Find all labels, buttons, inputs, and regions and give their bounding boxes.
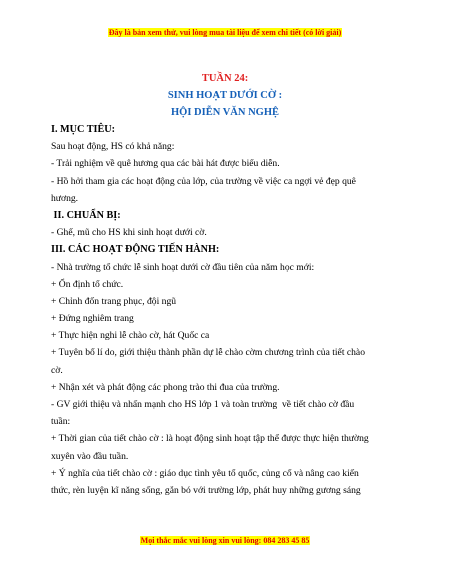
- body-line: + Thực hiện nghi lễ chào cờ, hát Quốc ca: [51, 330, 210, 342]
- topic-title: HỘI DIỄN VĂN NGHỆ: [170, 107, 280, 118]
- section-heading-objectives: I. MỤC TIÊU:: [51, 124, 116, 135]
- body-line: - Ghế, mũ cho HS khi sinh hoạt dưới cờ.: [51, 227, 207, 239]
- document-body: [51, 121, 396, 499]
- body-line: Sau hoạt động, HS có khả năng:: [51, 141, 175, 153]
- body-line: + Thời gian của tiết chào cờ : là hoạt động sinh hoạt tập thể được thực hiện thường: [51, 433, 369, 445]
- body-line: + Ý nghĩa của tiết chào cờ : giáo dục tình yêu tổ quốc, củng cố và nâng cao kiến: [51, 467, 359, 479]
- preview-banner: [0, 28, 450, 37]
- body-line: + Ổn định tổ chức.: [51, 278, 124, 290]
- body-line: + Nhận xét và phát động các phong trào thi đua của trường.: [51, 381, 280, 393]
- section-heading-preparation: II. CHUẨN BỊ:: [51, 209, 121, 221]
- title-block: [0, 70, 450, 121]
- body-line: - GV giới thiệu và nhấn mạnh cho HS lớp 1 và toàn trường về tiết chào cờ đầu: [51, 399, 355, 410]
- activity-title: SINH HOẠT DƯỚI CỜ :: [167, 90, 283, 101]
- body-line: - Hồ hởi tham gia các hoạt động của lớp, của trường về việc ca ngợi vẻ đẹp quê: [51, 175, 356, 187]
- body-line: + Chỉnh đốn trang phục, đội ngũ: [51, 295, 177, 307]
- body-line: - Trải nghiệm về quê hương qua các bài hát được biểu diễn.: [51, 158, 280, 170]
- week-title: TUẦN 24:: [201, 73, 249, 84]
- body-line: thức, rèn luyện kĩ năng sống, gắn bó với trường lớp, phát huy những gương sáng: [51, 484, 361, 496]
- body-line: + Đứng nghiêm trang: [51, 313, 134, 325]
- body-line: hương.: [51, 192, 79, 204]
- body-line: xuyên vào đầu tuần.: [51, 450, 129, 462]
- section-heading-activities: III. CÁC HOẠT ĐỘNG TIẾN HÀNH:: [51, 244, 220, 256]
- body-line: cờ.: [51, 364, 63, 376]
- contact-footer: [0, 536, 450, 545]
- body-line: + Tuyên bố lí do, giới thiệu thành phần dự lễ chào cờm chương trình của tiết chào: [51, 347, 365, 359]
- contact-footer-text: Mọi thắc mắc vui lòng xin vui lòng: 084 283 45 85: [140, 536, 310, 545]
- preview-banner-text: Đây là bản xem thử, vui lòng mua tài liệu để xem chi tiết (có lời giải): [108, 28, 342, 37]
- body-line: - Nhà trường tổ chức lễ sinh hoạt dưới cờ đầu tiên của năm học mới:: [51, 261, 315, 273]
- body-line: tuần:: [51, 416, 71, 428]
